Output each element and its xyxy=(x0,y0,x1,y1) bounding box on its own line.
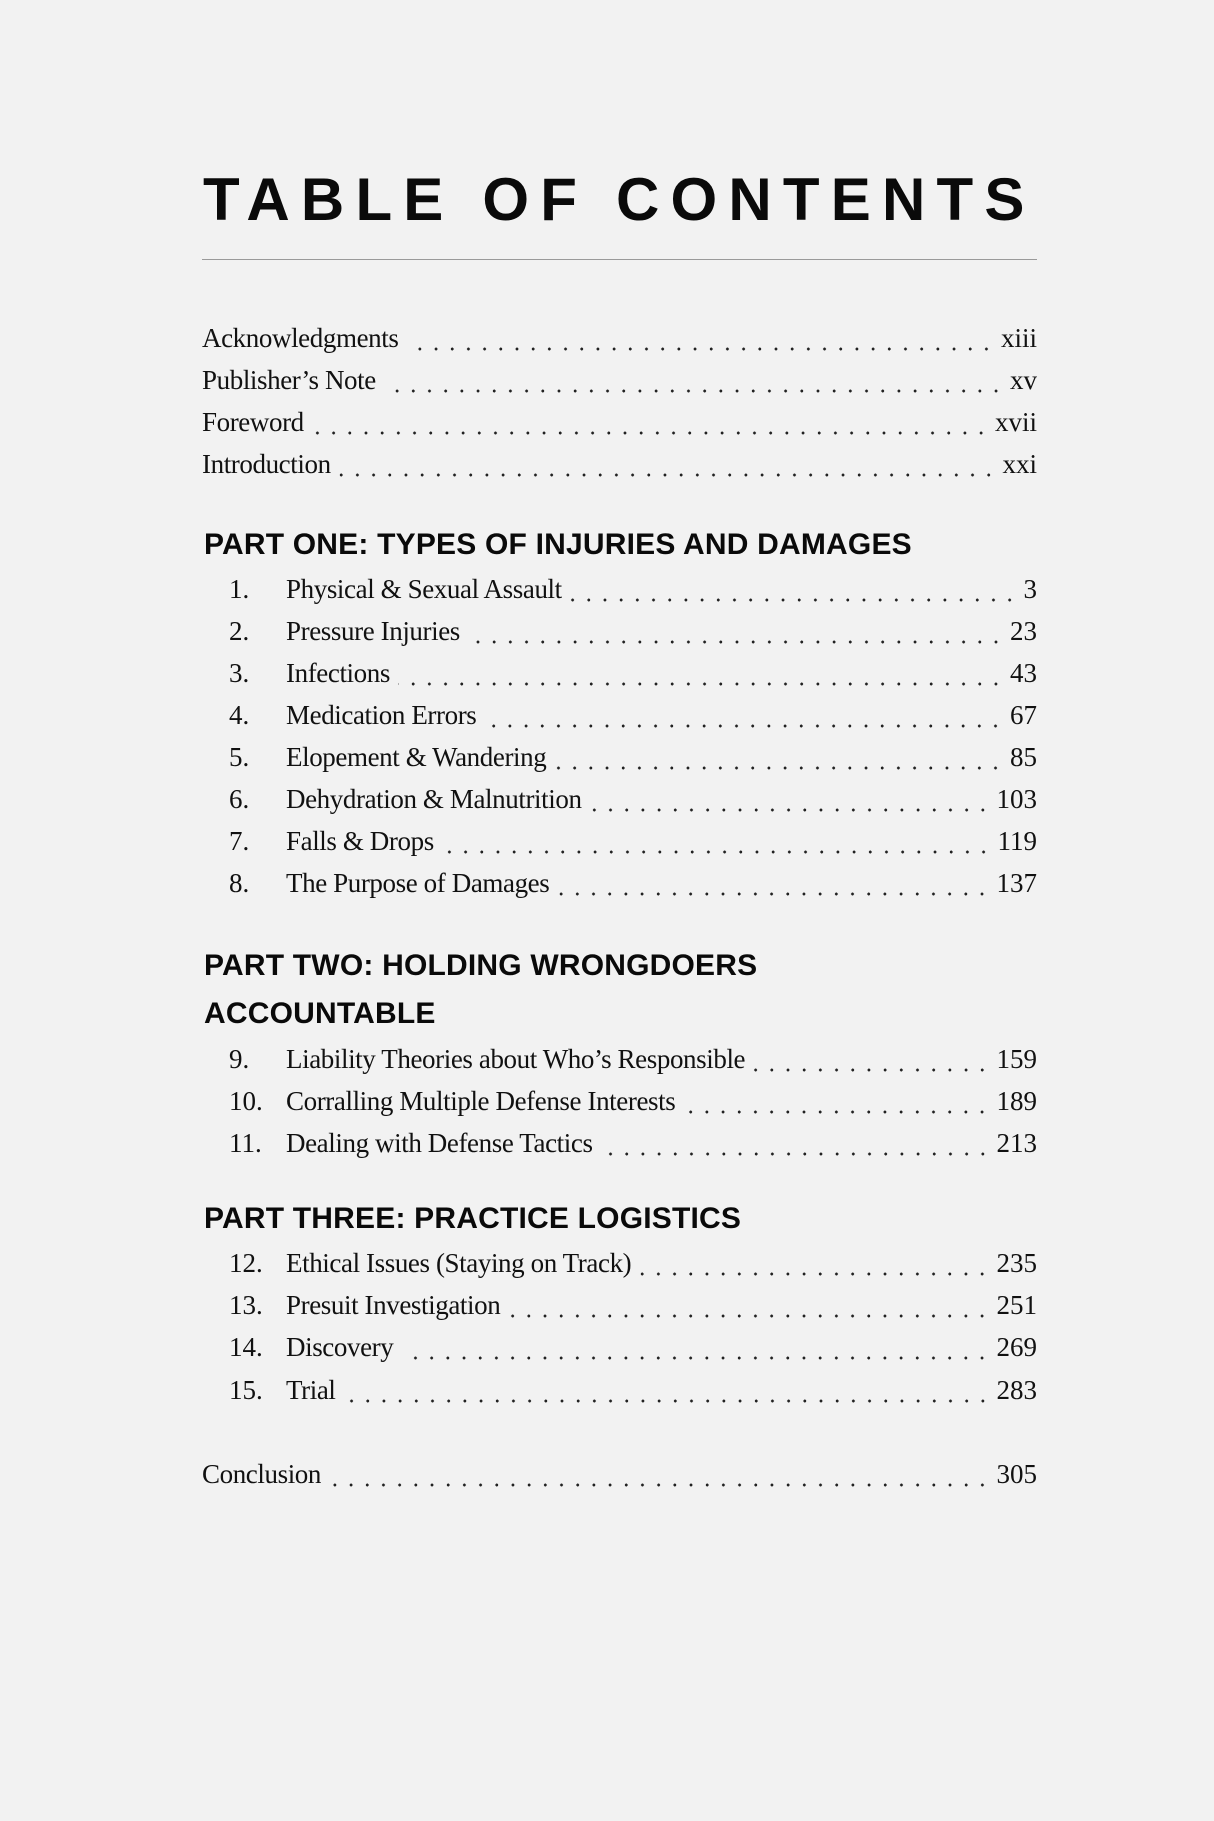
dot-leader xyxy=(639,1246,990,1280)
entry-label: Foreword xyxy=(202,407,304,437)
toc-entry-introduction[interactable] xyxy=(202,447,1037,481)
dot-leader xyxy=(339,447,997,481)
dot-leader xyxy=(554,740,1004,774)
toc-chapter-9[interactable] xyxy=(202,1042,1037,1076)
entry-label: Publisher’s Note xyxy=(202,365,376,395)
entry-page-number: xv xyxy=(1010,365,1037,395)
dot-leader xyxy=(590,782,991,816)
dot-leader xyxy=(468,614,1004,648)
chapter-number: 4. xyxy=(229,700,250,730)
chapter-title: Dealing with Defense Tactics xyxy=(286,1128,593,1158)
dot-leader xyxy=(329,1457,990,1491)
toc-entry-publishers-note[interactable] xyxy=(202,363,1037,397)
chapter-number: 9. xyxy=(229,1044,250,1074)
dot-leader xyxy=(753,1042,990,1076)
title-divider xyxy=(202,259,1037,260)
chapter-number: 6. xyxy=(229,784,250,814)
chapter-number: 3. xyxy=(229,658,250,688)
chapter-number: 2. xyxy=(229,616,250,646)
toc-chapter-5[interactable] xyxy=(202,740,1037,774)
chapter-number: 12. xyxy=(229,1248,263,1278)
chapter-title: Infections xyxy=(286,658,390,688)
dot-leader xyxy=(398,656,1004,690)
toc-chapter-3[interactable] xyxy=(202,656,1037,690)
chapter-number: 11. xyxy=(229,1128,262,1158)
chapter-page-number: 137 xyxy=(996,868,1037,898)
toc-chapter-15[interactable] xyxy=(202,1373,1037,1407)
chapter-page-number: 119 xyxy=(997,826,1037,856)
part-two-heading-line1: PART TWO: HOLDING WRONGDOERS xyxy=(204,949,758,982)
part-three-heading: PART THREE: PRACTICE LOGISTICS xyxy=(204,1202,742,1235)
dot-leader xyxy=(570,572,1018,606)
chapter-title: The Purpose of Damages xyxy=(286,868,550,898)
chapter-title: Medication Errors xyxy=(286,700,477,730)
dot-leader xyxy=(344,1373,991,1407)
part-two-heading xyxy=(204,942,1044,1038)
chapter-number: 10. xyxy=(229,1086,263,1116)
entry-page-number: xvii xyxy=(994,407,1037,437)
entry-label: Conclusion xyxy=(202,1459,322,1489)
toc-entry-conclusion[interactable] xyxy=(202,1457,1037,1491)
toc-chapter-12[interactable] xyxy=(202,1246,1037,1280)
dot-leader xyxy=(384,363,1004,397)
dot-leader xyxy=(406,321,995,355)
entry-label: Introduction xyxy=(202,449,331,479)
dot-leader xyxy=(557,866,990,900)
chapter-title: Falls & Drops xyxy=(286,826,434,856)
chapter-title: Presuit Investigation xyxy=(286,1290,501,1320)
chapter-page-number: 103 xyxy=(996,784,1037,814)
entry-label: Acknowledgments xyxy=(202,323,399,353)
toc-chapter-2[interactable] xyxy=(202,614,1037,648)
chapter-page-number: 189 xyxy=(996,1086,1037,1116)
chapter-title: Ethical Issues (Staying on Track) xyxy=(286,1248,632,1278)
chapter-number: 7. xyxy=(229,826,250,856)
chapter-title: Liability Theories about Who’s Responsible xyxy=(286,1044,746,1074)
chapter-title: Dehydration & Malnutrition xyxy=(286,784,582,814)
toc-chapter-7[interactable] xyxy=(202,824,1037,858)
chapter-number: 13. xyxy=(229,1290,263,1320)
chapter-page-number: 67 xyxy=(1010,700,1037,730)
chapter-page-number: 159 xyxy=(996,1044,1037,1074)
entry-page-number: xiii xyxy=(1000,323,1037,353)
chapter-page-number: 283 xyxy=(996,1375,1037,1405)
toc-entry-acknowledgments[interactable] xyxy=(202,321,1037,355)
dot-leader xyxy=(442,824,992,858)
chapter-title: Corralling Multiple Defense Interests xyxy=(286,1086,676,1116)
chapter-page-number: 3 xyxy=(1023,574,1037,604)
toc-entry-foreword[interactable] xyxy=(202,405,1037,439)
chapter-number: 15. xyxy=(229,1375,263,1405)
chapter-title: Physical & Sexual Assault xyxy=(286,574,562,604)
dot-leader xyxy=(312,405,989,439)
entry-page-number: xxi xyxy=(1002,449,1037,479)
chapter-number: 14. xyxy=(229,1332,263,1362)
dot-leader xyxy=(484,698,1004,732)
entry-page-number: 305 xyxy=(996,1459,1037,1489)
chapter-page-number: 85 xyxy=(1010,742,1037,772)
toc-chapter-13[interactable] xyxy=(202,1288,1037,1322)
chapter-number: 1. xyxy=(229,574,250,604)
toc-chapter-4[interactable] xyxy=(202,698,1037,732)
chapter-page-number: 251 xyxy=(996,1290,1037,1320)
chapter-title: Pressure Injuries xyxy=(286,616,460,646)
dot-leader xyxy=(508,1288,990,1322)
chapter-page-number: 269 xyxy=(996,1332,1037,1362)
chapter-title: Trial xyxy=(286,1375,336,1405)
chapter-number: 5. xyxy=(229,742,250,772)
chapter-page-number: 43 xyxy=(1010,658,1037,688)
toc-chapter-11[interactable] xyxy=(202,1126,1037,1160)
dot-leader xyxy=(601,1126,991,1160)
chapter-page-number: 235 xyxy=(996,1248,1037,1278)
chapter-page-number: 213 xyxy=(996,1128,1037,1158)
toc-chapter-1[interactable] xyxy=(202,572,1037,606)
chapter-title: Discovery xyxy=(286,1332,394,1362)
dot-leader xyxy=(401,1330,990,1364)
chapter-title: Elopement & Wandering xyxy=(286,742,547,772)
toc-chapter-10[interactable] xyxy=(202,1084,1037,1118)
toc-chapter-8[interactable] xyxy=(202,866,1037,900)
page-title: TABLE OF CONTENTS xyxy=(203,166,1036,233)
toc-chapter-6[interactable] xyxy=(202,782,1037,816)
part-two-heading-line2: ACCOUNTABLE xyxy=(204,997,436,1030)
dot-leader xyxy=(683,1084,990,1118)
chapter-page-number: 23 xyxy=(1010,616,1037,646)
part-one-heading: PART ONE: TYPES OF INJURIES AND DAMAGES xyxy=(204,528,912,561)
chapter-number: 8. xyxy=(229,868,250,898)
toc-chapter-14[interactable] xyxy=(202,1330,1037,1364)
